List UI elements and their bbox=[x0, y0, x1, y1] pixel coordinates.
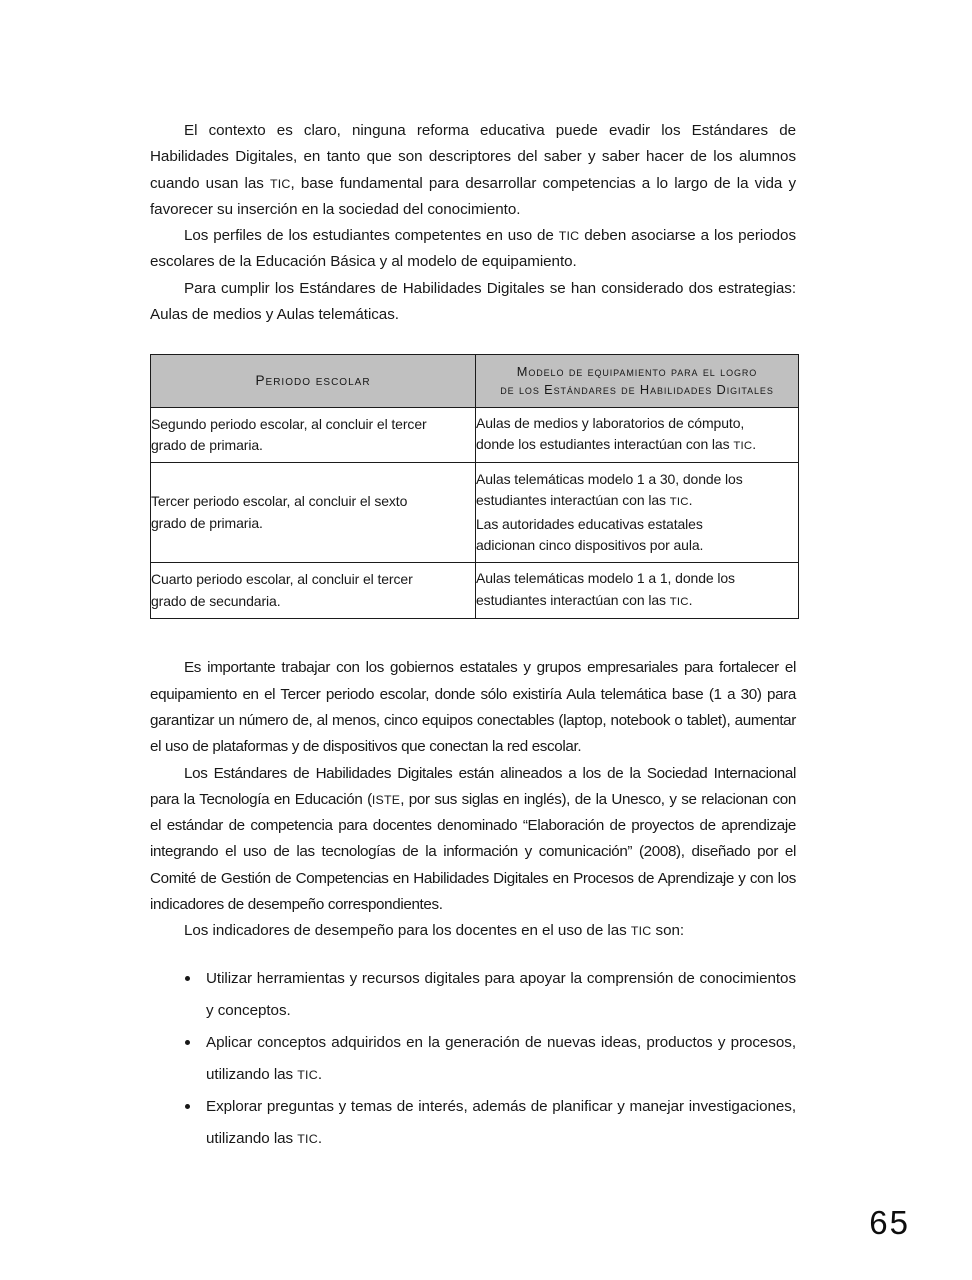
table-header-modelo-line1: Modelo de equipamiento para el logro bbox=[516, 364, 758, 380]
table-row bbox=[151, 408, 799, 463]
cell-line: grado de primaria. bbox=[151, 437, 263, 454]
table-header-modelo bbox=[476, 355, 799, 408]
acronym: ISTE bbox=[371, 792, 401, 807]
paragraph-4: Es importante trabajar con los gobiernos estatales y grupos empresariales para fortalecer el equipamiento en el Tercer periodo escolar, donde sólo existiría Aula telemática base (1 a 30) para garantizar un número de, al menos, cinco equipos conectables (laptop, notebook o tablet), aumentar el uso de plataformas y de dispositivos que conectan la red escolar. bbox=[150, 659, 796, 756]
cell-line: donde los estudiantes interactúan con las TIC. bbox=[476, 436, 757, 453]
paragraph-1: El contexto es claro, ninguna reforma educativa puede evadir los Estándares de Habilidades Digitales, en tanto que son descriptores del saber y saber hacer de los alumnos cuando usan las TIC, base fundamental para desarrollar competencias a lo largo de la vida y favorecer su inserción en la sociedad del conocimiento. bbox=[150, 122, 796, 218]
paragraph-2: Los perfiles de los estudiantes competentes en uso de TIC deben asociarse a los periodos escolares de la Educación Básica y al modelo de equipamiento. bbox=[150, 227, 796, 271]
cell-line: grado de primaria. bbox=[151, 514, 263, 531]
acronym: TIC bbox=[297, 1067, 318, 1082]
table-cell-modelo bbox=[476, 408, 799, 463]
table-row bbox=[151, 463, 799, 563]
cell-line: estudiantes interactúan con las TIC. bbox=[476, 591, 693, 608]
table-header-periodo-label: Periodo escolar bbox=[255, 373, 371, 389]
bullet-icon bbox=[185, 976, 190, 981]
cell-line: Aulas telemáticas modelo 1 a 1, donde los bbox=[476, 570, 735, 587]
table-header-periodo bbox=[151, 355, 476, 408]
table-head bbox=[151, 355, 799, 408]
acronym: TIC bbox=[733, 440, 753, 453]
cell-line: Aulas de medios y laboratorios de cómputo, bbox=[476, 414, 745, 431]
table-body bbox=[151, 408, 799, 619]
cell-line: Las autoridades educativas estatales bbox=[476, 515, 703, 532]
cell-line: estudiantes interactúan con las TIC. bbox=[476, 492, 693, 509]
table-cell-modelo bbox=[476, 463, 799, 563]
spacer-before-list bbox=[150, 945, 796, 963]
cell-line: grado de secundaria. bbox=[151, 592, 281, 609]
list-item bbox=[150, 963, 796, 1027]
paragraph-5: Los Estándares de Habilidades Digitales están alineados a los de la Sociedad Internacional para la Tecnología en Educación (ISTE, por sus siglas en inglés), de la Unesco, y se relacionan con el estándar de competencia para docentes denominado “Elaboración de proyectos de aprendizaje integrando el uso de las tecnologías de la información y comunicación” (2008), diseñado por el Comité de Gestión de Competencias en Habilidades Digitales en Procesos de Aprendizaje y con los indicadores de desempeño correspondientes. bbox=[150, 764, 796, 914]
table-header-row bbox=[151, 355, 799, 408]
list-item-label: Explorar preguntas y temas de interés, además de planificar y manejar investigaciones, utilizando las TIC. bbox=[206, 1097, 796, 1147]
acronym: TIC bbox=[558, 229, 580, 244]
acronym: TIC bbox=[630, 924, 652, 939]
spacer-after-table bbox=[150, 619, 796, 655]
list-item-label: Aplicar conceptos adquiridos en la generación de nuevas ideas, productos y procesos, utilizando las TIC. bbox=[206, 1033, 796, 1083]
table-header-modelo-line2: de los Estándares de Habilidades Digitales bbox=[500, 382, 774, 398]
bullet-icon bbox=[185, 1040, 190, 1045]
list-item bbox=[150, 1027, 796, 1091]
bullet-icon bbox=[185, 1104, 190, 1109]
table-cell-periodo bbox=[151, 463, 476, 563]
table-row bbox=[151, 563, 799, 619]
paragraph-6: Los indicadores de desempeño para los docentes en el uso de las TIC son: bbox=[184, 922, 685, 940]
acronym: TIC bbox=[297, 1131, 318, 1146]
acronym: TIC bbox=[269, 176, 291, 191]
equipment-table-wrapper bbox=[150, 354, 796, 619]
page-content bbox=[150, 118, 796, 1155]
cell-line: adicionan cinco dispositivos por aula. bbox=[476, 537, 704, 554]
equipment-table bbox=[150, 354, 799, 619]
list-item bbox=[150, 1091, 796, 1155]
indicators-list bbox=[150, 963, 796, 1155]
cell-line: Tercer periodo escolar, al concluir el sexto bbox=[151, 493, 408, 510]
cell-line: Aulas telemáticas modelo 1 a 30, donde los bbox=[476, 470, 743, 487]
cell-line: Segundo periodo escolar, al concluir el tercer bbox=[151, 415, 427, 432]
list-item-label: Utilizar herramientas y recursos digitales para apoyar la comprensión de conocimientos y conceptos. bbox=[206, 969, 796, 1019]
paragraph-3: Para cumplir los Estándares de Habilidades Digitales se han considerado dos estrategias: Aulas de medios y Aulas telemáticas. bbox=[150, 279, 796, 324]
page-number: 65 bbox=[869, 1204, 910, 1241]
acronym: TIC bbox=[669, 595, 689, 608]
table-cell-periodo bbox=[151, 563, 476, 619]
table-cell-modelo bbox=[476, 563, 799, 619]
table-cell-periodo bbox=[151, 408, 476, 463]
acronym: TIC bbox=[669, 496, 689, 509]
cell-line: Cuarto periodo escolar, al concluir el tercer bbox=[151, 571, 413, 588]
